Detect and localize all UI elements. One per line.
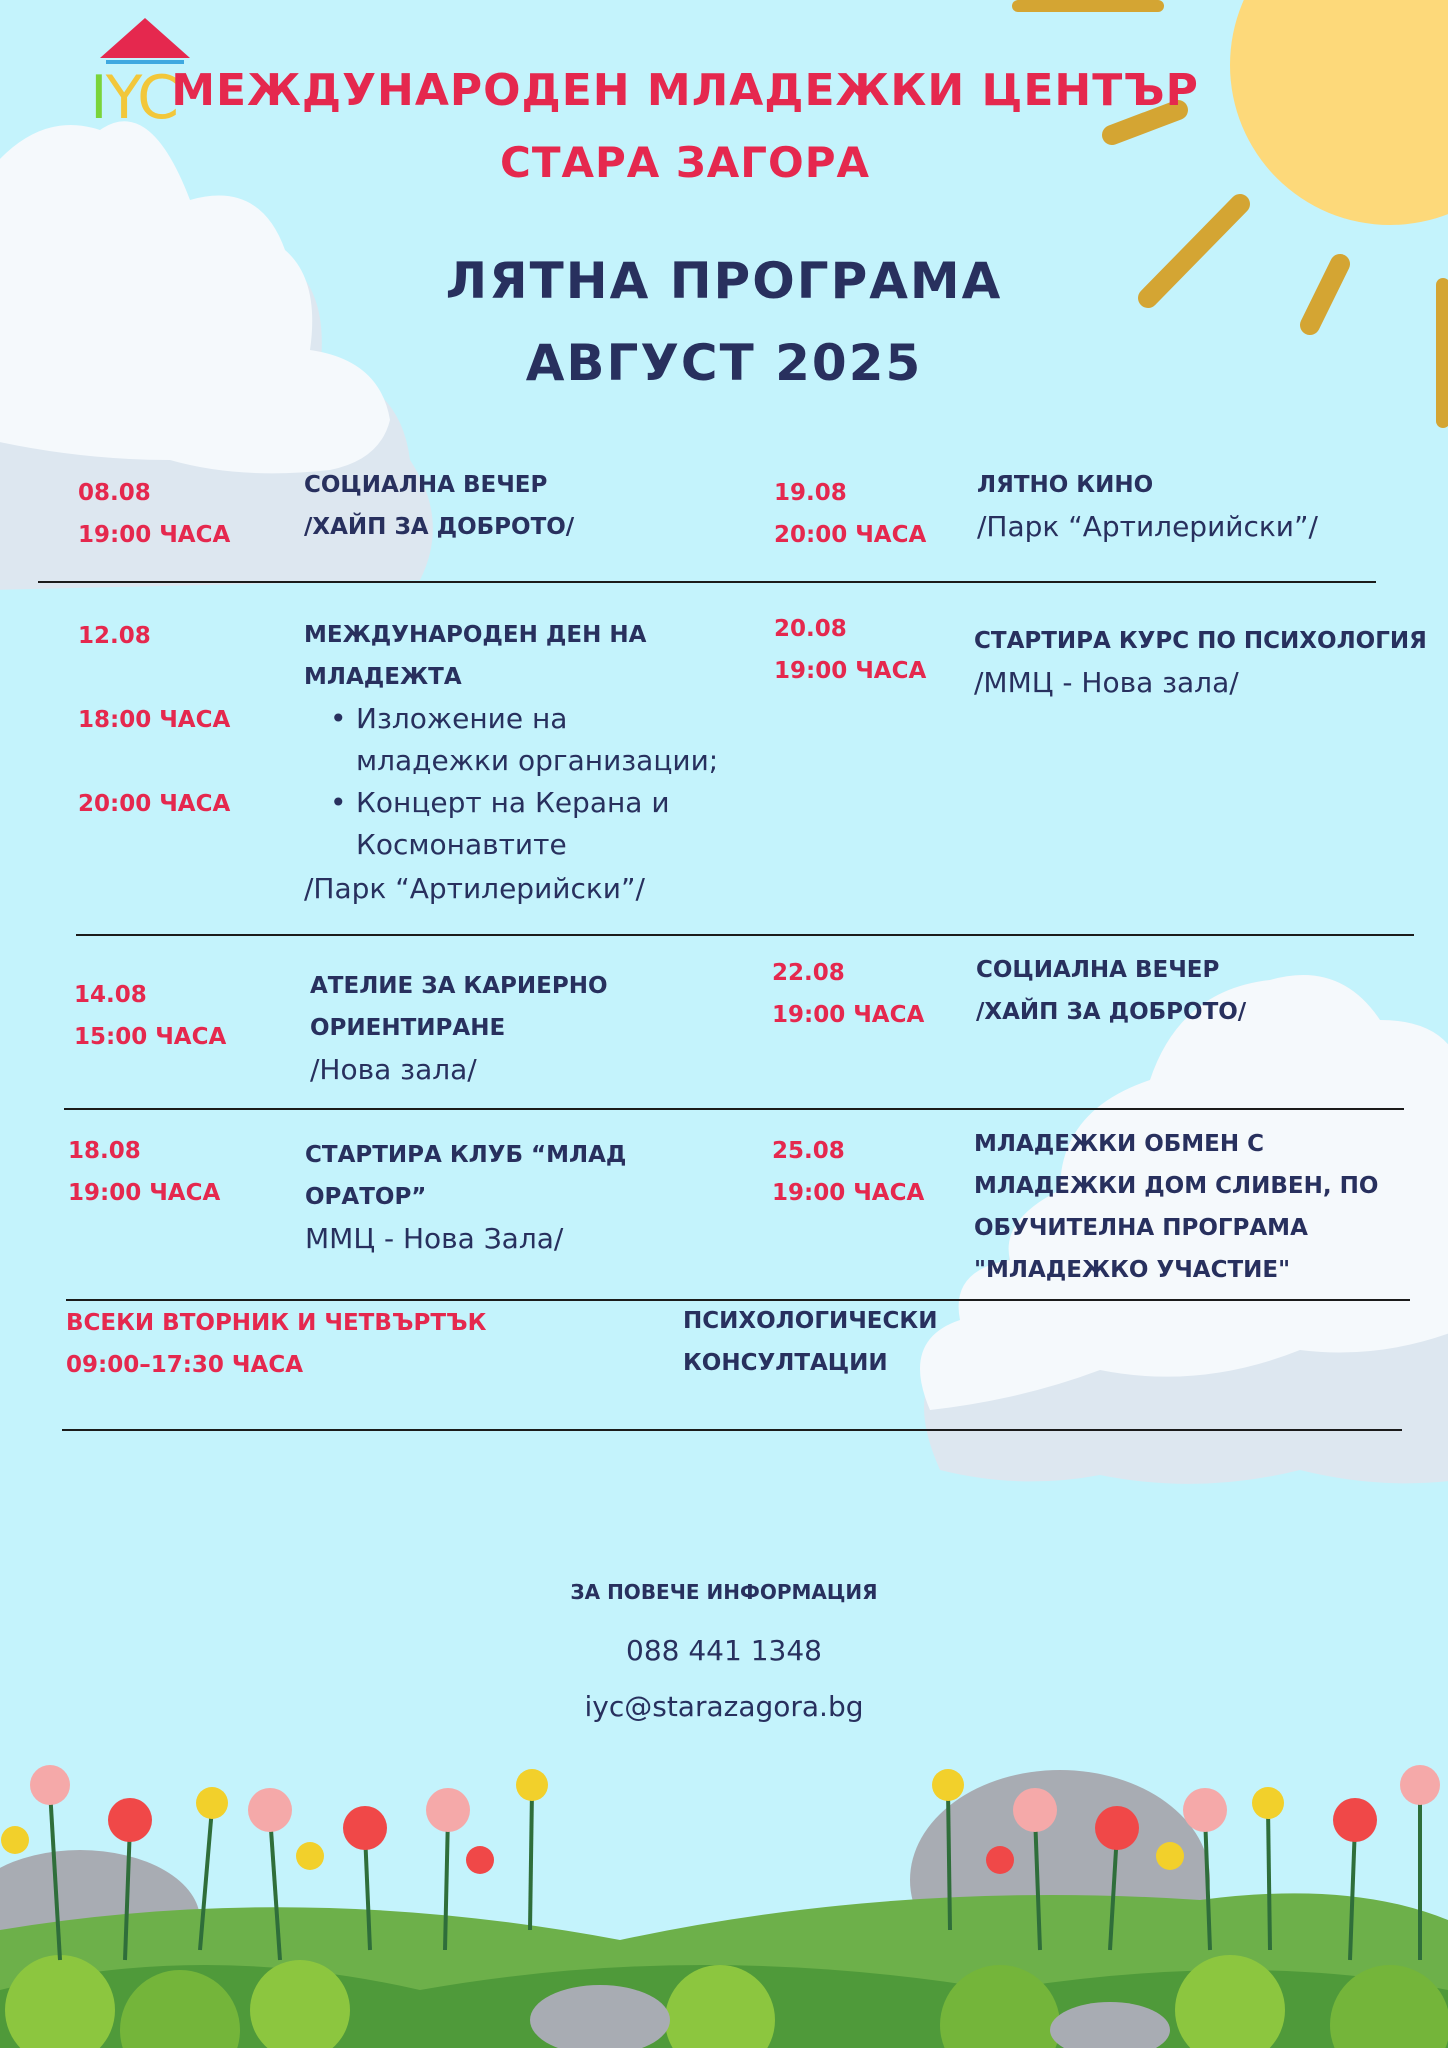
program-month: АВГУСТ 2025 (525, 334, 923, 392)
event-title: "МЛАДЕЖКО УЧАСТИЕ" (974, 1257, 1291, 1283)
event-details (304, 464, 574, 548)
city-name: СТАРА ЗАГОРА (500, 138, 870, 187)
event-place: /Нова зала/ (310, 1053, 477, 1086)
event-subtitle: /ХАЙП ЗА ДОБРОТО/ (304, 514, 575, 540)
event-title: АТЕЛИЕ ЗА КАРИЕРНО (310, 973, 608, 999)
event-place: /ММЦ - Нова зала/ (974, 666, 1239, 699)
center-name: МЕЖДУНАРОДЕН МЛАДЕЖКИ ЦЕНТЪР (171, 65, 1199, 116)
event-time: 19:00 ЧАСА (772, 1002, 925, 1028)
contact-phone[interactable]: 088 441 1348 (626, 1634, 822, 1667)
event-date: 14.08 (74, 982, 147, 1008)
event-date-time (774, 472, 926, 556)
event-title: ОРИЕНТИРАНЕ (310, 1015, 506, 1041)
event-time: 20:00 ЧАСА (78, 791, 231, 817)
event-details (310, 965, 608, 1091)
event-time: 09:00–17:30 ЧАСА (66, 1352, 303, 1378)
event-date: 12.08 (78, 623, 151, 649)
list-item: • Концерт на Керана и Космонавтите (356, 782, 718, 866)
event-title: КОНСУЛТАЦИИ (683, 1350, 888, 1376)
event-date-time (772, 952, 924, 1036)
event-details (974, 620, 1427, 704)
event-days: ВСЕКИ ВТОРНИК И ЧЕТВЪРТЪК (66, 1310, 487, 1336)
event-place: /Парк “Артилерийски”/ (977, 510, 1318, 543)
event-time: 19:00 ЧАСА (68, 1180, 221, 1206)
event-date-time (74, 974, 226, 1058)
event-date: 22.08 (772, 960, 845, 986)
event-date-time (78, 615, 230, 825)
divider (62, 1429, 1402, 1431)
event-title: ЛЯТНО КИНО (977, 472, 1154, 498)
event-time: 19:00 ЧАСА (772, 1180, 925, 1206)
divider (38, 581, 1376, 583)
event-time: 18:00 ЧАСА (78, 707, 231, 733)
event-date-time (78, 472, 230, 556)
logo-letter-c: C (137, 63, 177, 133)
program-title: ЛЯТНА ПРОГРАМА (445, 252, 1003, 310)
contact-email[interactable]: iyc@starazagora.bg (584, 1690, 864, 1723)
event-date: 18.08 (68, 1138, 141, 1164)
event-title: ПСИХОЛОГИЧЕСКИ (683, 1308, 938, 1334)
contact-heading: ЗА ПОВЕЧЕ ИНФОРМАЦИЯ (570, 1580, 878, 1604)
event-title: МЛАДЕЖКИ ОБМЕН С (974, 1131, 1265, 1157)
event-details (304, 614, 718, 910)
event-date: 19.08 (774, 480, 847, 506)
event-time: 19:00 ЧАСА (774, 658, 927, 684)
event-time: 19:00 ЧАСА (78, 522, 231, 548)
event-place: /Парк “Артилерийски”/ (304, 872, 645, 905)
event-details (683, 1300, 937, 1384)
event-place: ММЦ - Нова Зала/ (305, 1222, 564, 1255)
logo-letter-i: I (90, 63, 106, 133)
event-subtitle: /ХАЙП ЗА ДОБРОТО/ (976, 999, 1247, 1025)
event-title: СТАРТИРА КУРС ПО ПСИХОЛОГИЯ (974, 628, 1427, 654)
event-details (976, 949, 1246, 1033)
event-date-time (66, 1302, 486, 1386)
divider (64, 1108, 1404, 1110)
event-date-time (68, 1130, 220, 1214)
event-title: ОРАТОР” (305, 1184, 427, 1210)
list-item: • Изложение на младежки организации; (356, 698, 718, 782)
event-title: МЛАДЕЖТА (304, 664, 462, 690)
event-title: СТАРТИРА КЛУБ “МЛАД (305, 1142, 627, 1168)
event-details (974, 1123, 1378, 1291)
event-time: 15:00 ЧАСА (74, 1024, 227, 1050)
event-details (977, 464, 1318, 548)
event-date: 08.08 (78, 480, 151, 506)
event-details (305, 1134, 626, 1260)
event-date-time (772, 1130, 924, 1214)
event-activity-list (304, 698, 718, 866)
logo-letter-y: Y (105, 63, 138, 133)
flower-meadow-illustration (0, 1765, 1448, 2048)
event-date-time (774, 608, 926, 692)
event-date: 25.08 (772, 1138, 845, 1164)
event-title: МЕЖДУНАРОДЕН ДЕН НА (304, 622, 647, 648)
event-title: МЛАДЕЖКИ ДОМ СЛИВЕН, ПО (974, 1173, 1379, 1199)
event-title: СОЦИАЛНА ВЕЧЕР (304, 472, 548, 498)
event-time: 20:00 ЧАСА (774, 522, 927, 548)
logo-roof-icon (90, 18, 200, 66)
event-title: СОЦИАЛНА ВЕЧЕР (976, 957, 1220, 983)
event-title: ОБУЧИТЕЛНА ПРОГРАМА (974, 1215, 1308, 1241)
event-date: 20.08 (774, 616, 847, 642)
divider (76, 934, 1414, 936)
